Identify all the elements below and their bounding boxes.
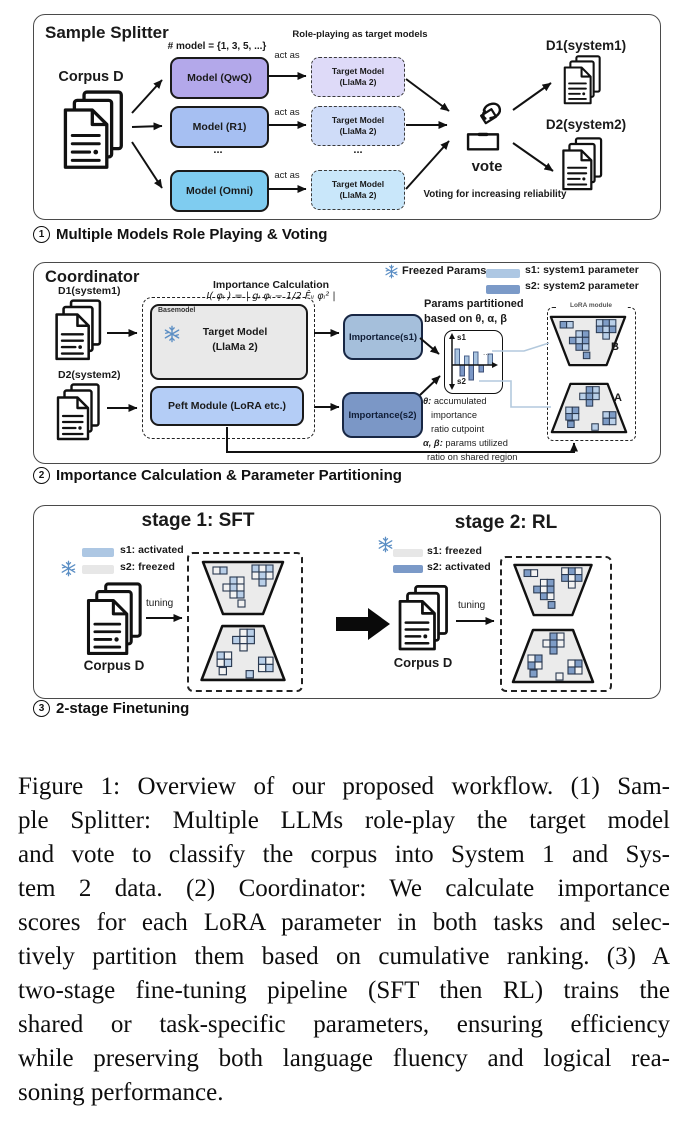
stage2-tuning-label: tuning [458,600,486,611]
stage2-snowflake-icon [377,536,394,553]
target-model-box-1 [311,57,405,97]
panel1-title: Sample Splitter [45,23,169,42]
stage2-s2-swatch [393,565,423,573]
stage1-s1-label: s1: activated [120,544,184,556]
p2-target-model-line1: Target Model [202,326,268,338]
caption-line: two-stage fine-tuning pipeline (SFT then RL) trains the [18,977,670,1004]
caption-line: tively partition them based on cumulative ranking. (3) A [18,943,670,970]
panel3-caption-number: 3 [33,700,50,717]
panel1-caption-text: Multiple Models Role Playing & Voting [56,226,328,243]
model-count-label: # model = {1, 3, 5, ...} [167,41,267,52]
caption-line: while preserving both language fluency and logical rea- [18,1045,670,1072]
p2-d2-label: D2(system2) [58,369,121,381]
bars-ellipsis: ... [483,348,490,357]
s1-swatch [486,269,520,278]
p2-d1-label: D1(system1) [58,285,121,297]
theta-note-rest: accumulated [431,396,487,406]
panel2-caption-number: 2 [33,467,50,484]
importance-calc-title: Importance Calculation [212,279,330,291]
panel3-caption-text: 2-stage Finetuning [56,700,190,717]
act-as-label-1: act as [274,50,300,61]
stage1-s1-swatch [82,548,114,557]
params-partitioned-line1: Params partitioned [424,298,524,310]
caption-line: and vote to classify the corpus into System 1 and Sys- [18,841,670,868]
stage1-corpus-label: Corpus D [83,658,145,673]
lora-module-label: LoRA module [556,302,626,309]
panel1-caption-number: 1 [33,226,50,243]
act-as-label-2: act as [274,107,300,118]
target-model-box-3 [311,170,405,210]
importance-s2-box: Importance(s2) [342,392,423,438]
importance-s1-box: Importance(s1) [343,314,423,360]
caption-line: tem 2 data. (2) Coordinator: We calculate importance [18,875,670,902]
stage1-snowflake-icon [60,560,77,577]
basemodel-label: Basemodel [158,307,196,314]
stage1-s2-label: s2: freezed [120,561,175,573]
lora-b-label: B [611,341,619,353]
voting-reliability-note: Voting for increasing reliability [423,189,567,200]
stage2-b-trapezoid [504,563,602,617]
caption-line: soning performance. [18,1079,224,1106]
panel2-caption-text: Importance Calculation & Parameter Partitioning [56,467,402,484]
stage2-corpus-docs-icon [396,584,450,652]
corpus-d-label: Corpus D [58,69,124,85]
importance-formula: I( φᵢ ) = | gᵢ φᵢ − 1/2 F̂ᵢᵢ φᵢ² | [206,291,336,302]
stage2-s1-label: s1: freezed [427,545,482,557]
theta-symbol: θ: [423,396,432,406]
model-omni-box: Model (Omni) [170,170,269,212]
stage2-s1-swatch [393,549,423,557]
axis-s2-label: s2 [457,377,466,386]
panel2-title: Coordinator [45,268,140,286]
params-partitioned-line2: based on θ, α, β [424,313,507,325]
p2-d2-docs-icon [52,383,104,441]
model-qwq-box: Model (QwQ) [170,57,269,99]
panel1-caption [33,226,327,243]
stage2-a-trapezoid [504,628,602,684]
p2-target-model-line2: (LlaMa 2) [212,341,258,353]
caption-line: Figure 1: Overview of our proposed workflow. (1) Sam- [18,773,670,800]
theta-note-line3: ratio cutpoint [431,424,485,434]
stage1-b-trapezoid [192,560,294,616]
stage1-title: stage 1: SFT [141,510,255,531]
axis-s1-label: s1 [457,333,466,342]
target-model-line2: (LlaMa 2) [339,190,377,200]
models-ellipsis: ... [213,144,223,156]
target-model-line2: (LlaMa 2) [339,126,377,136]
stage2-s2-label: s2: activated [427,561,491,573]
vote-label: vote [471,158,503,175]
d2-docs-icon [560,137,604,191]
peft-module-box: Peft Module (LoRA etc.) [150,386,304,426]
caption-line: shared or task-specific parameters, ensuring efficiency [18,1011,670,1038]
caption-line: ple Splitter: Multiple LLMs role-play the target model [18,807,670,834]
vote-ballot-icon [455,97,511,155]
panel2-caption [33,467,402,484]
d1-docs-icon [560,55,604,105]
corpus-docs-icon [60,90,126,170]
lora-a-label: A [614,392,622,404]
legend-snowflake-icon [384,264,399,279]
role-playing-note: Role-playing as target models [292,29,428,40]
d1-system1-label: D1(system1) [545,38,627,53]
stage1-a-trapezoid [192,624,294,682]
d2-system2-label: D2(system2) [545,117,627,132]
alpha-note-rest: params utilized [442,438,508,448]
caption-line: scores for each LoRA parameter in both tasks and selec- [18,909,670,936]
targets-ellipsis: ... [353,144,363,156]
alpha-note-line1 [423,436,543,450]
target-model-line2: (LlaMa 2) [339,77,377,87]
target-model-line1: Target Model [331,114,385,125]
stage1-tuning-label: tuning [146,598,174,609]
alpha-beta-symbol: α, β: [423,438,443,448]
p2-d1-docs-icon [52,299,104,361]
target-model-line1: Target Model [331,65,385,76]
model-r1-box: Model (R1) [170,106,269,148]
stage2-corpus-label: Corpus D [393,655,453,670]
stage2-title: stage 2: RL [454,512,558,533]
s1-legend-label: s1: system1 parameter [525,264,639,276]
ranking-bars-plot [445,331,501,392]
target-model-line1: Target Model [331,178,385,189]
s2-swatch [486,285,520,294]
figure-caption [18,770,670,1110]
lora-a-trapezoid [548,382,630,434]
act-as-label-3: act as [274,170,300,181]
theta-note-line2: importance [431,410,477,420]
panel3-caption [33,700,189,717]
alpha-note-line2: ratio on shared region [427,452,518,462]
s2-legend-label: s2: system2 parameter [525,280,639,292]
stage1-s2-swatch [82,565,114,574]
freezed-params-label: Freezed Params [402,265,487,277]
theta-note-line1 [423,394,533,408]
target-model-box-2 [311,106,405,146]
importance-ranking-chart [444,330,503,394]
stage1-corpus-docs-icon [84,582,144,656]
